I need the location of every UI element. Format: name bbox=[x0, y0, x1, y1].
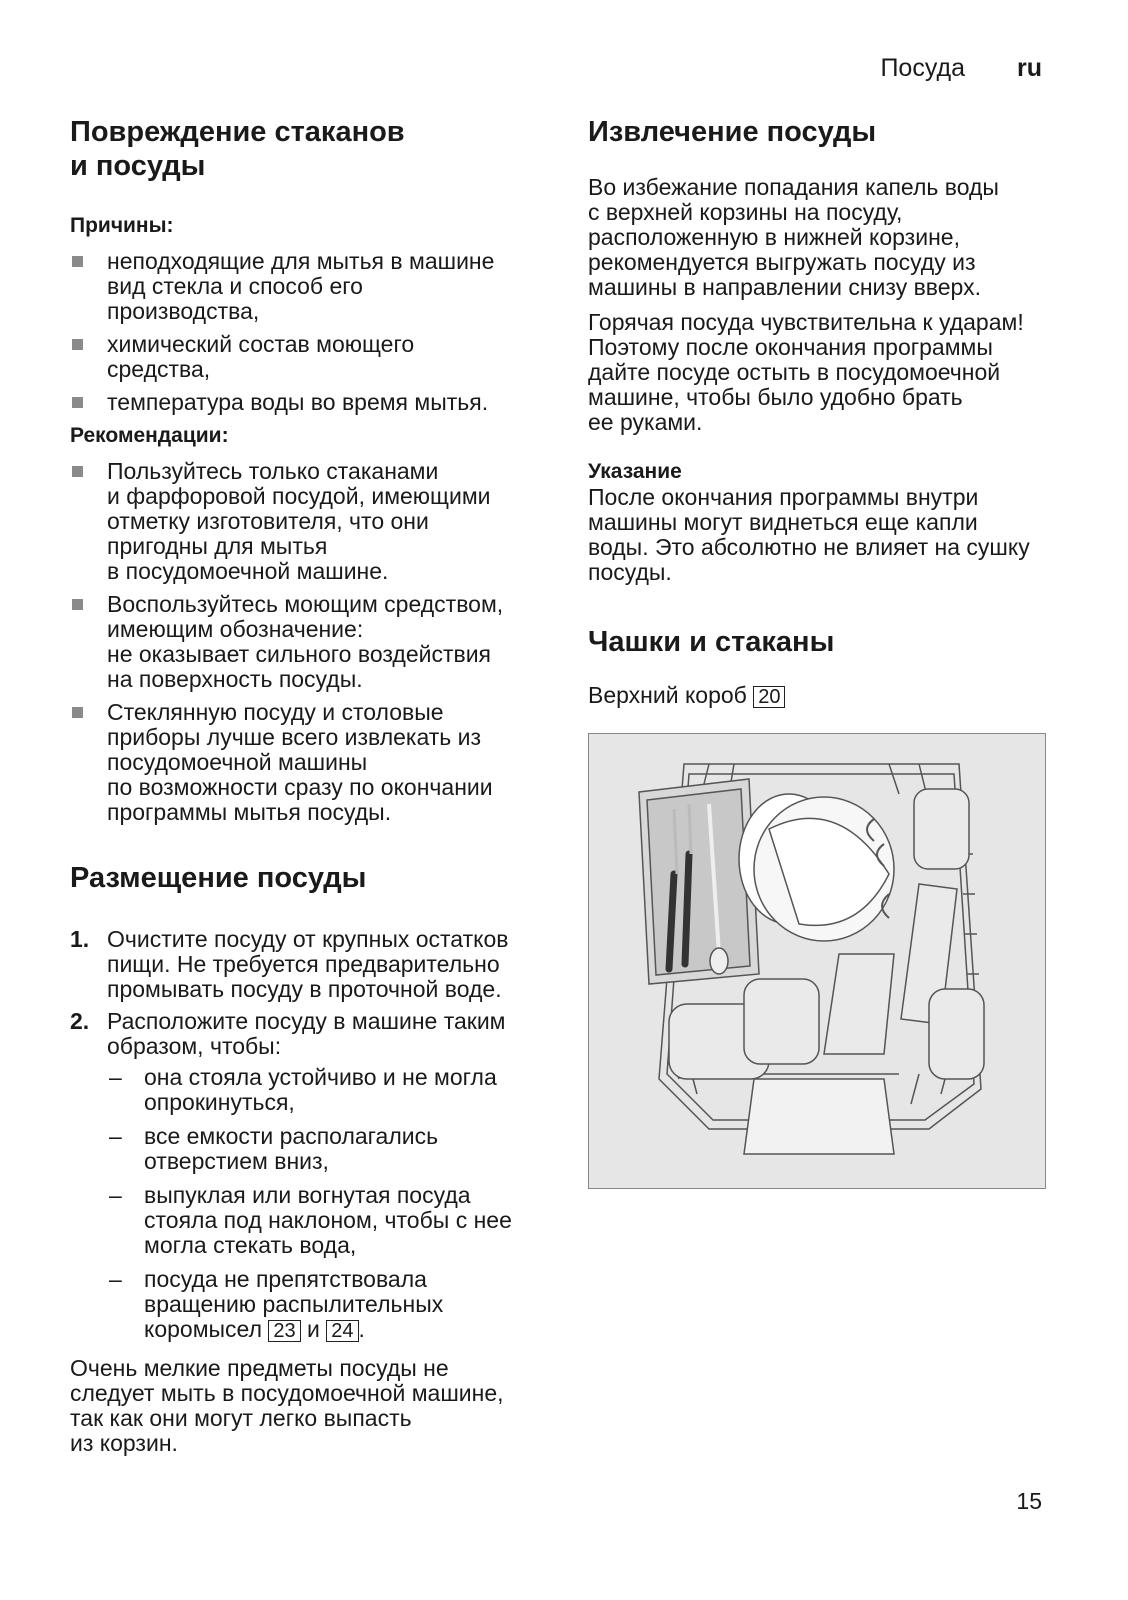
section-title-cups: Чашки и стаканы bbox=[588, 626, 835, 658]
bullet-square-icon bbox=[72, 397, 83, 408]
note-paragraph: После окончания программы внутри машины могут виднеться еще капли воды. Это абсолютно не влияет на сушку посуды. bbox=[588, 484, 1030, 585]
basket-drawing bbox=[589, 734, 1045, 1188]
figure-ref-badge: 23 bbox=[268, 1320, 300, 1342]
section-title-damage: Повреждение стаканов и посуды bbox=[70, 116, 405, 182]
list-item: Пользуйтесь только стаканами и фарфоровой посудой, имеющими отметку изготовителя, что они пригодны для мытья в посудомоечной машине. bbox=[70, 459, 550, 584]
page-number: 15 bbox=[1016, 1488, 1042, 1514]
bullet-square-icon bbox=[72, 339, 83, 350]
step-item: 1. Очистите посуду от крупных остатков пищи. Не требуется предварительно промывать посуду в проточной воде. bbox=[70, 926, 509, 1002]
figure-ref-badge: 24 bbox=[326, 1320, 358, 1342]
language-code: ru bbox=[1017, 54, 1042, 82]
recommendations-heading: Рекомендации: bbox=[70, 424, 229, 447]
list-item: неподходящие для мытья в машине вид стекла и способ его производства, bbox=[70, 249, 550, 324]
figure-caption: Верхний короб 20 bbox=[588, 683, 1058, 708]
placement-conditions bbox=[107, 1065, 550, 1342]
step-item: 2. Расположите посуду в машине таким образом, чтобы: – она стояла устойчиво и не могла опрокинуться, – все емкости располагались отверстием вниз, – выпуклая или вогнутая посуда стояла под наклоном, чтобы с нее могла стекать вода, – посуда не препятствовала вращению распылительных коромысел 23 и 24 . bbox=[70, 1009, 550, 1342]
note-heading: Указание bbox=[588, 460, 682, 483]
causes-heading: Причины: bbox=[70, 214, 174, 237]
list-item: температура воды во время мытья. bbox=[70, 390, 550, 415]
list-item: – она стояла устойчиво и не могла опрокинуться, bbox=[109, 1064, 497, 1115]
bullet-square-icon bbox=[72, 599, 83, 610]
right-column bbox=[588, 115, 1058, 708]
closing-paragraph: Очень мелкие предметы посуды не следует мыть в посудомоечной машине, так как они могут легко выпасть из корзин. bbox=[70, 1355, 504, 1456]
figure-ref-badge: 20 bbox=[753, 686, 785, 708]
list-item: Воспользуйтесь моющим средством, имеющим обозначение: не оказывает сильного воздействия на поверхность посуды. bbox=[70, 592, 550, 692]
section-name: Посуда bbox=[880, 54, 965, 82]
recommendations-list bbox=[70, 459, 550, 825]
bullet-square-icon bbox=[72, 466, 83, 477]
hot-dishes-paragraph: Горячая посуда чувствительна к ударам! Поэтому после окончания программы дайте посуде остыть в посудомоечной машине, чтобы было удобно брать ее руками. bbox=[588, 309, 1024, 435]
bullet-square-icon bbox=[72, 256, 83, 267]
list-item: – все емкости располагались отверстием вниз, bbox=[109, 1123, 439, 1174]
section-title-unloading: Извлечение посуды bbox=[588, 116, 877, 148]
step-number: 2. bbox=[70, 1008, 90, 1034]
upper-basket-illustration bbox=[588, 733, 1046, 1189]
placement-steps bbox=[70, 927, 550, 1342]
causes-list bbox=[70, 249, 550, 415]
list-item: Стеклянную посуду и столовые приборы лучше всего извлекать из посудомоечной машины по возможности сразу по окончании программы мытья посуды. bbox=[70, 700, 550, 825]
unloading-paragraph: Во избежание попадания капель воды с верхней корзины на посуду, расположенную в нижней корзине, рекомендуется выгружать посуду из машины в направлении снизу вверх. bbox=[588, 174, 999, 300]
list-item: – выпуклая или вогнутая посуда стояла под наклоном, чтобы с нее могла стекать вода, bbox=[109, 1182, 512, 1258]
list-item: химический состав моющего средства, bbox=[70, 332, 550, 382]
page-header bbox=[880, 54, 1042, 83]
list-item: – посуда не препятствовала вращению распылительных коромысел 23 и 24 . bbox=[109, 1266, 444, 1342]
bullet-square-icon bbox=[72, 707, 83, 718]
step-number: 1. bbox=[70, 926, 90, 952]
section-title-placement: Размещение посуды bbox=[70, 862, 367, 894]
left-column bbox=[70, 115, 550, 1456]
